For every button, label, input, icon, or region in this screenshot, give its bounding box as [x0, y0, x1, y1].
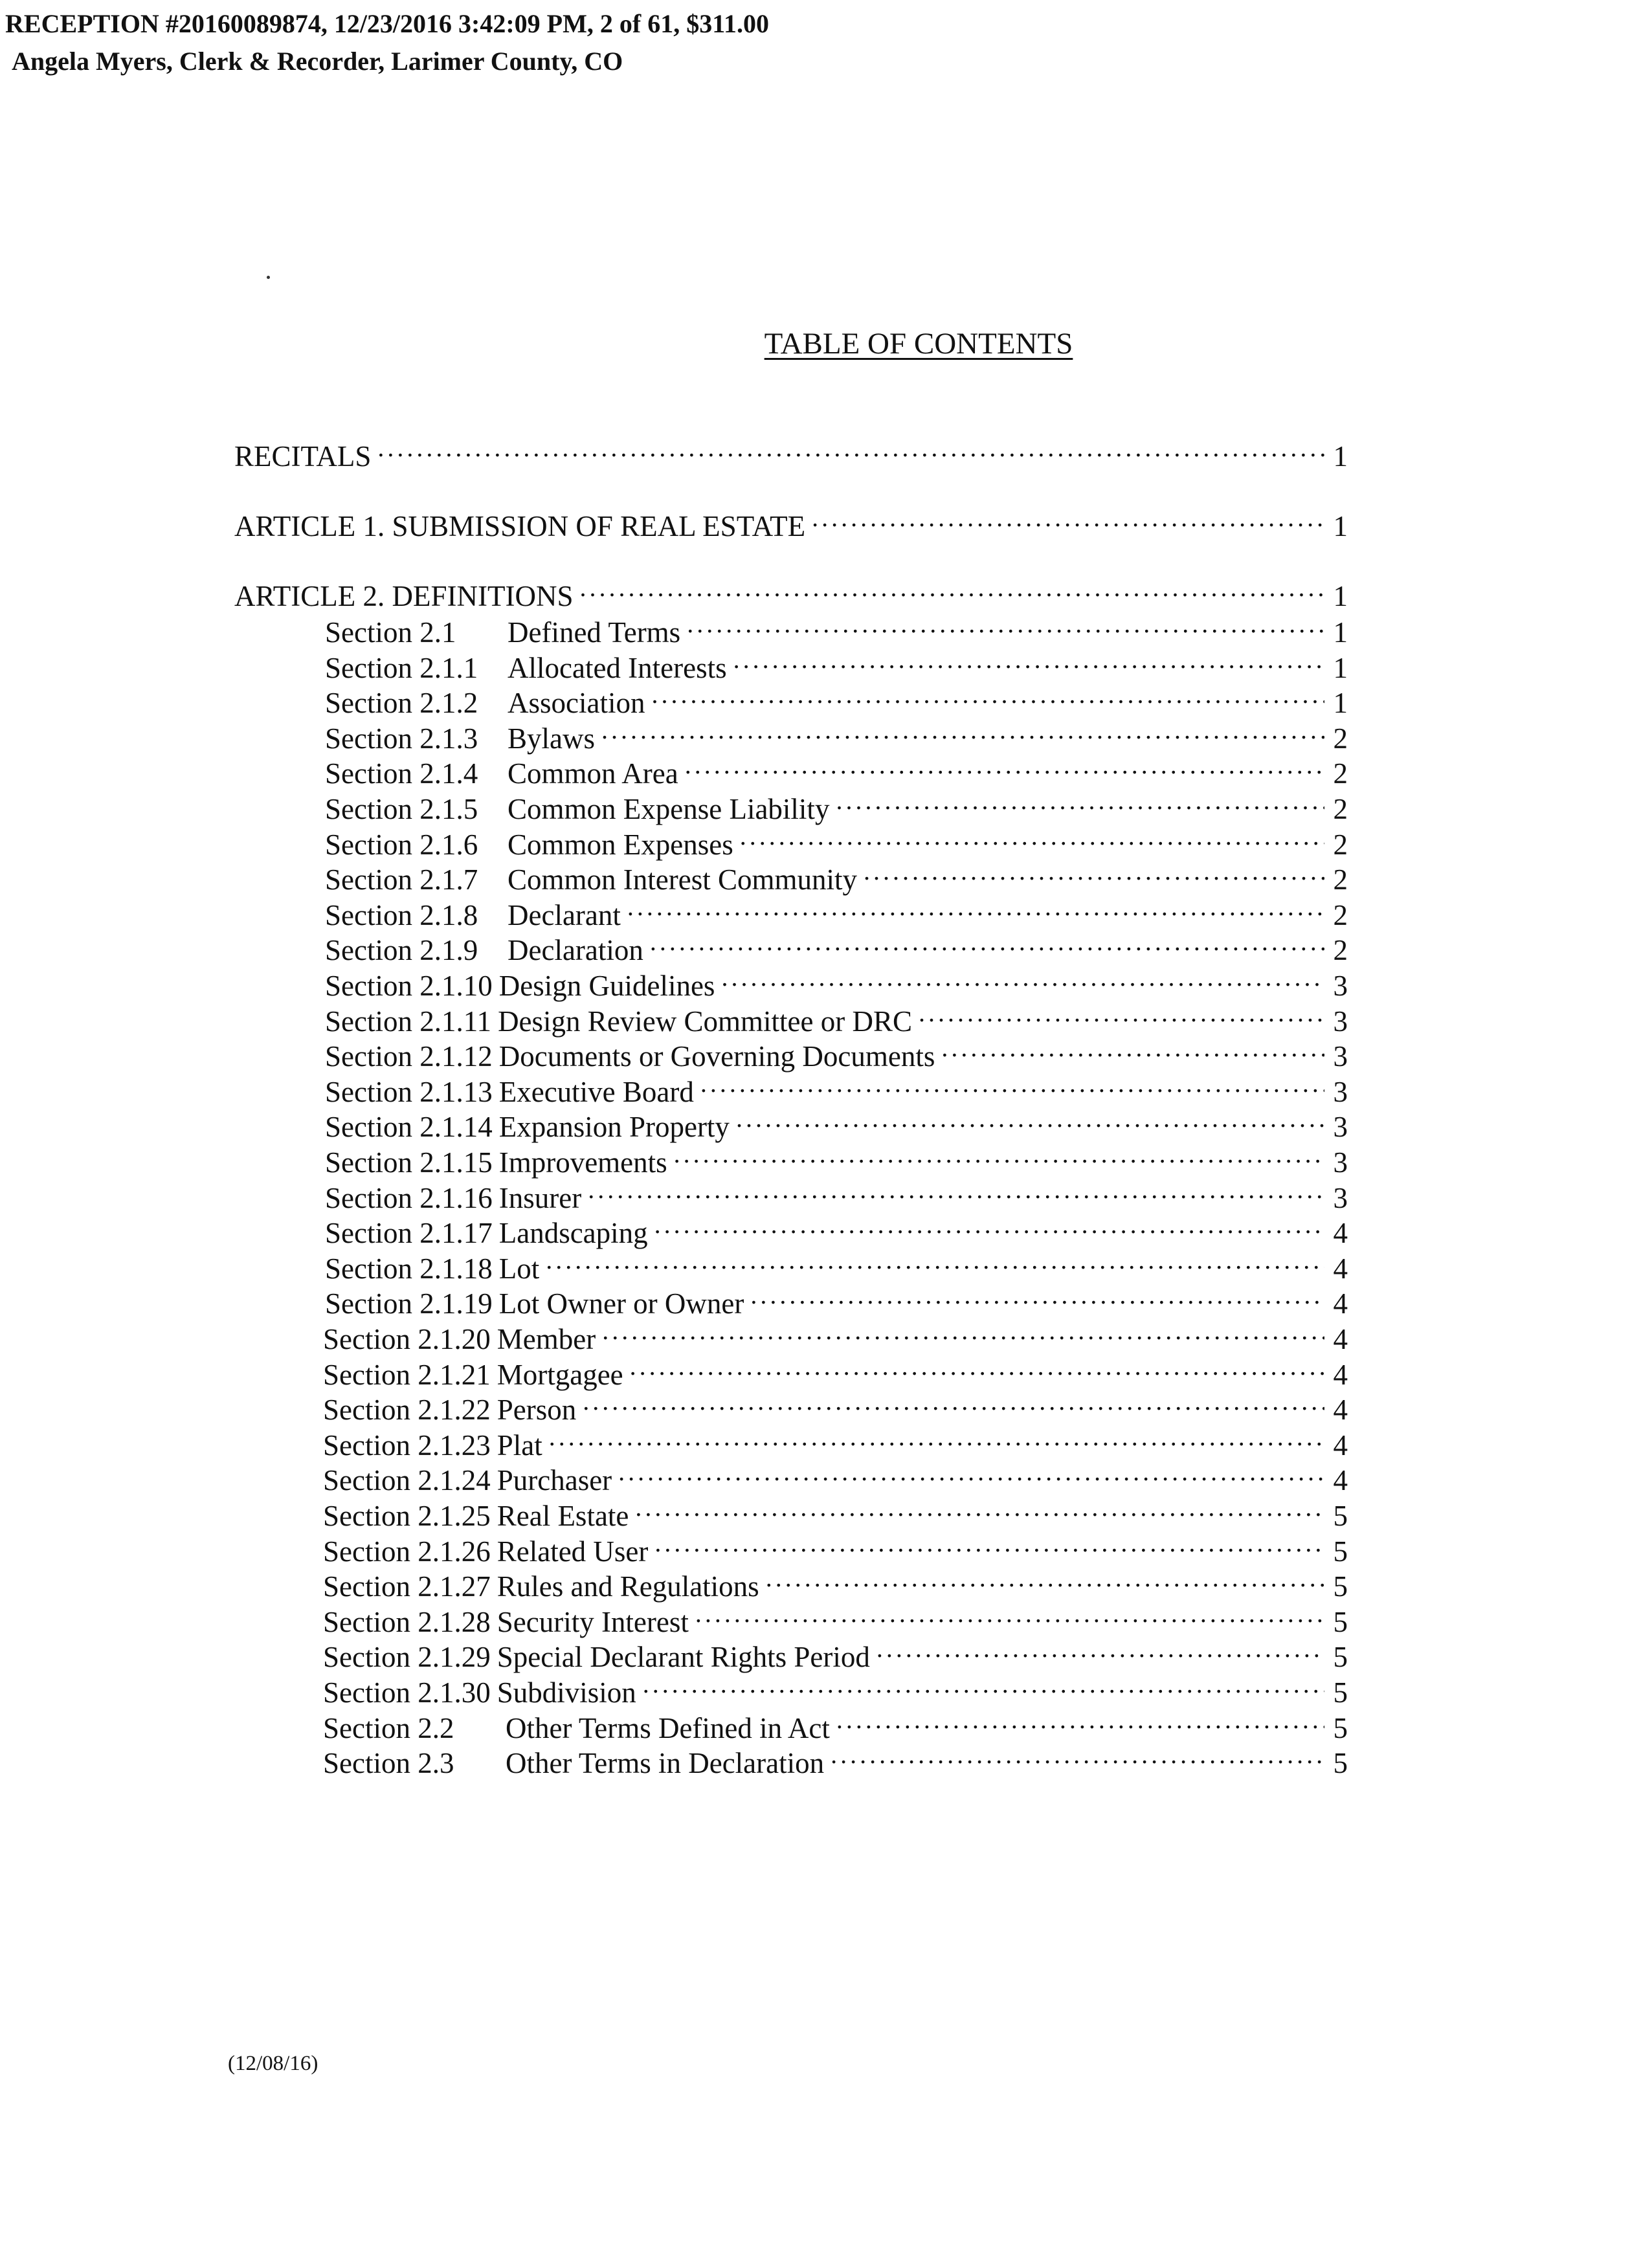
toc-entry-page: 1 — [1333, 440, 1348, 473]
dot-leader — [549, 1419, 1324, 1455]
section-number: Section 2.1.11 — [325, 1005, 492, 1038]
section-number: Section 2.1.17 — [325, 1217, 493, 1249]
section-title: Association — [508, 687, 645, 719]
dot-leader — [740, 818, 1324, 854]
toc-entry — [234, 500, 1348, 544]
section-page: 2 — [1333, 863, 1348, 896]
section-number: Section 2.1.13 — [325, 1076, 493, 1108]
section-number: Section 2.1.22 — [323, 1394, 491, 1426]
section-title: Design Review Committee or DRC — [498, 1005, 912, 1038]
toc-entry-label: ARTICLE 2. DEFINITIONS — [234, 580, 574, 612]
dot-leader — [654, 1206, 1324, 1243]
section-title: Landscaping — [498, 1217, 648, 1249]
section-number: Section 2.1.21 — [323, 1359, 491, 1391]
section-page: 4 — [1333, 1287, 1348, 1320]
section-title: Declaration — [508, 934, 643, 966]
section-title: Security Interest — [497, 1606, 689, 1638]
dot-leader — [377, 430, 1324, 466]
dot-leader — [687, 606, 1324, 642]
dot-leader — [643, 1666, 1324, 1702]
section-page: 5 — [1333, 1500, 1348, 1532]
dot-leader — [836, 783, 1324, 819]
section-page: 5 — [1333, 1641, 1348, 1673]
section-page: 3 — [1333, 970, 1348, 1002]
dot-leader — [627, 889, 1324, 925]
toc-entry-page: 1 — [1333, 510, 1348, 542]
section-number: Section 2.1.3 — [325, 722, 478, 755]
dot-leader — [750, 1277, 1324, 1313]
section-title: Mortgagee — [497, 1359, 623, 1391]
section-title: Common Expenses — [508, 828, 733, 861]
section-title: Special Declarant Rights Period — [497, 1641, 870, 1673]
section-number: Section 2.1.9 — [325, 934, 478, 966]
toc-entry-label: ARTICLE 1. SUBMISSION OF REAL ESTATE — [234, 510, 806, 542]
section-number: Section 2.1.18 — [325, 1252, 493, 1285]
section-title: Insurer — [498, 1182, 582, 1214]
section-number: Section 2.1.19 — [325, 1287, 493, 1320]
section-page: 2 — [1333, 828, 1348, 861]
dot-leader — [831, 1737, 1324, 1773]
dot-leader — [651, 676, 1324, 713]
section-page: 4 — [1333, 1323, 1348, 1355]
section-number: Section 2.1.30 — [323, 1676, 491, 1709]
section-page: 3 — [1333, 1182, 1348, 1214]
dot-leader — [695, 1596, 1324, 1632]
section-page: 1 — [1333, 652, 1348, 684]
section-page: 4 — [1333, 1394, 1348, 1426]
section-title: Expansion Property — [498, 1111, 730, 1143]
dot-leader — [602, 1313, 1324, 1349]
section-number: Section 2.1.24 — [323, 1464, 491, 1496]
recording-stamp-line2: Angela Myers, Clerk & Recorder, Larimer County, CO — [12, 47, 623, 76]
dot-leader — [630, 1348, 1324, 1384]
section-title: Lot Owner or Owner — [498, 1287, 744, 1320]
section-number: Section 2.1.25 — [323, 1500, 491, 1532]
section-page: 2 — [1333, 899, 1348, 931]
section-title: Other Terms Defined in Act — [506, 1712, 830, 1744]
recording-stamp-line1: RECEPTION #20160089874, 12/23/2016 3:42:09 PM, 2 of 61, $311.00 — [5, 9, 769, 38]
dot-leader — [700, 1065, 1324, 1102]
section-number: Section 2.1.5 — [325, 793, 478, 825]
section-page: 2 — [1333, 722, 1348, 755]
dot-leader — [618, 1454, 1324, 1490]
section-title: Other Terms in Declaration — [506, 1747, 825, 1779]
section-title: Subdivision — [497, 1676, 636, 1709]
section-page: 2 — [1333, 757, 1348, 790]
dot-leader — [941, 1030, 1324, 1066]
section-title: Improvements — [498, 1146, 667, 1179]
section-number: Section 2.1.29 — [323, 1641, 491, 1673]
section-number: Section 2.3 — [323, 1747, 454, 1779]
dot-leader — [736, 1100, 1324, 1137]
dot-leader — [583, 1383, 1324, 1419]
section-title: Plat — [497, 1429, 542, 1462]
section-title: Purchaser — [497, 1464, 612, 1496]
section-title: Bylaws — [508, 722, 595, 755]
section-page: 2 — [1333, 793, 1348, 825]
section-title: Declarant — [508, 899, 621, 931]
section-number: Section 2.1.28 — [323, 1606, 491, 1638]
section-number: Section 2.1.6 — [325, 828, 478, 861]
section-number: Section 2.1.15 — [325, 1146, 493, 1179]
dot-leader — [721, 959, 1324, 995]
dot-leader — [650, 924, 1324, 960]
section-number: Section 2.1.23 — [323, 1429, 491, 1462]
section-page: 3 — [1333, 1040, 1348, 1073]
section-number: Section 2.1.16 — [325, 1182, 493, 1214]
dot-leader — [654, 1525, 1324, 1561]
section-number: Section 2.1.27 — [323, 1570, 491, 1603]
section-title: Person — [497, 1394, 577, 1426]
toc-section-entry — [323, 1737, 1348, 1781]
section-page: 1 — [1333, 687, 1348, 719]
section-number: Section 2.1.8 — [325, 899, 478, 931]
dot-leader — [864, 853, 1324, 889]
section-page: 5 — [1333, 1747, 1348, 1779]
section-title: Rules and Regulations — [497, 1570, 759, 1603]
section-title: Common Area — [508, 757, 678, 790]
section-page: 4 — [1333, 1252, 1348, 1285]
footer-date: (12/08/16) — [228, 2052, 318, 2075]
section-number: Section 2.1 — [325, 616, 456, 649]
section-page: 5 — [1333, 1535, 1348, 1568]
section-page: 4 — [1333, 1217, 1348, 1249]
section-number: Section 2.1.20 — [323, 1323, 491, 1355]
dot-leader — [580, 570, 1325, 606]
dot-leader — [601, 712, 1324, 748]
section-number: Section 2.1.4 — [325, 757, 478, 790]
section-number: Section 2.1.1 — [325, 652, 478, 684]
section-title: Allocated Interests — [508, 652, 727, 684]
toc-entry — [234, 430, 1348, 474]
section-title: Design Guidelines — [498, 970, 715, 1002]
section-number: Section 2.1.14 — [325, 1111, 493, 1143]
section-title: Defined Terms — [508, 616, 681, 649]
dot-leader — [836, 1702, 1324, 1738]
section-page: 3 — [1333, 1076, 1348, 1108]
section-number: Section 2.1.10 — [325, 970, 493, 1002]
dot-leader — [766, 1560, 1324, 1596]
dot-leader — [635, 1489, 1324, 1526]
section-page: 3 — [1333, 1111, 1348, 1143]
section-number: Section 2.1.26 — [323, 1535, 491, 1568]
section-page: 5 — [1333, 1570, 1348, 1603]
toc-entry-page: 1 — [1333, 580, 1348, 612]
section-number: Section 2.2 — [323, 1712, 454, 1744]
section-title: Common Interest Community — [508, 863, 857, 896]
section-page: 1 — [1333, 616, 1348, 649]
dot-leader — [674, 1136, 1324, 1172]
dot-leader — [685, 747, 1324, 783]
dot-leader — [812, 500, 1324, 536]
toc-title: TABLE OF CONTENTS — [764, 327, 1073, 361]
toc-entry-label: RECITALS — [234, 440, 372, 473]
section-title: Related User — [497, 1535, 649, 1568]
section-page: 3 — [1333, 1146, 1348, 1179]
section-title: Executive Board — [498, 1076, 694, 1108]
section-page: 3 — [1333, 1005, 1348, 1038]
section-title: Member — [497, 1323, 596, 1355]
section-page: 5 — [1333, 1606, 1348, 1638]
section-page: 4 — [1333, 1359, 1348, 1391]
section-number: Section 2.1.12 — [325, 1040, 493, 1073]
dot-leader — [919, 995, 1324, 1031]
section-page: 5 — [1333, 1712, 1348, 1744]
section-title: Documents or Governing Documents — [498, 1040, 935, 1073]
dot-leader — [733, 641, 1324, 678]
section-title: Common Expense Liability — [508, 793, 830, 825]
section-page: 4 — [1333, 1429, 1348, 1462]
section-number: Section 2.1.2 — [325, 687, 478, 719]
dot-leader — [876, 1630, 1324, 1667]
section-page: 2 — [1333, 934, 1348, 966]
section-page: 5 — [1333, 1676, 1348, 1709]
section-title: Lot — [498, 1252, 540, 1285]
dot-leader — [588, 1172, 1324, 1208]
section-title: Real Estate — [497, 1500, 629, 1532]
section-number: Section 2.1.7 — [325, 863, 478, 896]
dot-leader — [546, 1242, 1324, 1278]
section-page: 4 — [1333, 1464, 1348, 1496]
